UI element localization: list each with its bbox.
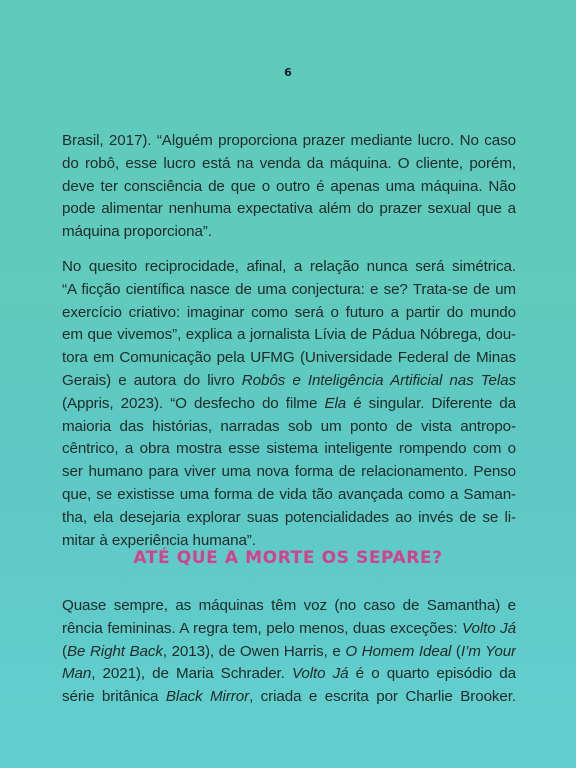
paragraph-3 xyxy=(62,595,516,709)
text-run: No quesito reciprocidade, afinal, a relação nunca será simétrica. xyxy=(62,258,516,275)
italic-title: Man xyxy=(62,665,92,683)
italic-title: Be Right Back xyxy=(66,642,163,660)
text-line xyxy=(62,595,516,618)
section-heading: ATÉ QUE A MORTE OS SEPARE? xyxy=(133,548,443,568)
text-run: que, se existisse uma forma de vida tão avançada como a Saman- xyxy=(62,485,516,503)
text-line xyxy=(62,153,516,176)
page-number: 6 xyxy=(284,66,292,79)
text-run: , 2021), de Maria Schrader. xyxy=(91,665,292,683)
text-line xyxy=(62,438,516,461)
text-run: “A ficção científica nasce de uma conjectura: e se? Trata-se de um xyxy=(62,280,516,298)
text-run: em que vivemos”, explica a jornalista Lívia de Pádua Nóbrega, dou- xyxy=(62,326,516,344)
text-run: maioria das histórias, narradas sob um ponto de vista antropo- xyxy=(62,417,516,435)
italic-title: I’m Your xyxy=(460,642,516,660)
italic-title: O Homem Ideal xyxy=(345,642,452,660)
text-line xyxy=(62,221,516,244)
text-run: do robô, esse lucro está na venda da máquina. O cliente, porém, xyxy=(62,154,516,172)
text-run: série britânica xyxy=(62,688,166,706)
text-run: rência femininas. A regra tem, pelo menos, duas exceções: xyxy=(62,619,463,637)
paragraph-1 xyxy=(62,130,516,244)
text-run: deve ter consciência de que o outro é apenas uma máquina. Não xyxy=(62,177,516,195)
text-run: é singular. Diferente da xyxy=(346,394,516,412)
text-line xyxy=(62,198,516,221)
text-run: Quase sempre, as máquinas têm voz (no caso de Samantha) e xyxy=(62,597,516,614)
text-line xyxy=(62,461,516,484)
text-run: , criada e escrita por Charlie Brooker. xyxy=(249,688,516,706)
text-line xyxy=(62,484,516,507)
text-run: , 2013), de Owen Harris, e xyxy=(162,642,346,660)
italic-title: Volto Já xyxy=(462,619,516,637)
italic-title: Robôs e Inteligência Artificial nas Telas xyxy=(241,371,516,389)
text-run: pode alimentar nenhuma expectativa além do prazer sexual que a xyxy=(62,200,516,218)
text-line xyxy=(62,686,516,709)
text-run: tha, ela desejaria explorar suas potencialidades ao invés de se li- xyxy=(62,508,516,526)
text-run: cêntrico, a obra mostra esse sistema inteligente rompendo com o xyxy=(62,440,516,458)
text-line xyxy=(62,393,516,416)
paragraph-2 xyxy=(62,256,516,552)
text-run: ser humano para viver uma nova forma de relacionamento. Penso xyxy=(62,463,516,481)
text-line xyxy=(62,347,516,370)
text-line xyxy=(62,507,516,530)
text-run: (Appris, 2023). “O desfecho do filme xyxy=(62,394,325,412)
italic-title: Ela xyxy=(324,394,347,412)
text-line xyxy=(62,279,516,302)
italic-title: Volto Já xyxy=(291,665,349,683)
text-run: tora em Comunicação pela UFMG (Universidade Federal de Minas xyxy=(62,349,516,367)
text-run: Gerais) e autora do livro xyxy=(62,371,242,389)
italic-title: Black Mirror xyxy=(165,688,250,706)
text-run: mitar à experiência humana”. xyxy=(62,531,256,549)
text-line xyxy=(62,641,516,664)
text-line xyxy=(62,256,516,279)
text-run: ( xyxy=(451,642,461,660)
text-line xyxy=(62,130,516,153)
text-line xyxy=(62,370,516,393)
text-line xyxy=(62,663,516,686)
text-line xyxy=(62,302,516,325)
text-line xyxy=(62,324,516,347)
text-run: exercício criativo: imaginar como será o futuro a partir do mundo xyxy=(62,303,516,321)
text-run: ( xyxy=(62,642,67,660)
text-line xyxy=(62,416,516,439)
text-run: Brasil, 2017). “Alguém proporciona prazer mediante lucro. No caso xyxy=(62,132,516,149)
text-run: é o quarto episódio da xyxy=(348,665,516,683)
text-run: máquina proporciona”. xyxy=(62,223,212,241)
text-line xyxy=(62,176,516,199)
text-line xyxy=(62,618,516,641)
